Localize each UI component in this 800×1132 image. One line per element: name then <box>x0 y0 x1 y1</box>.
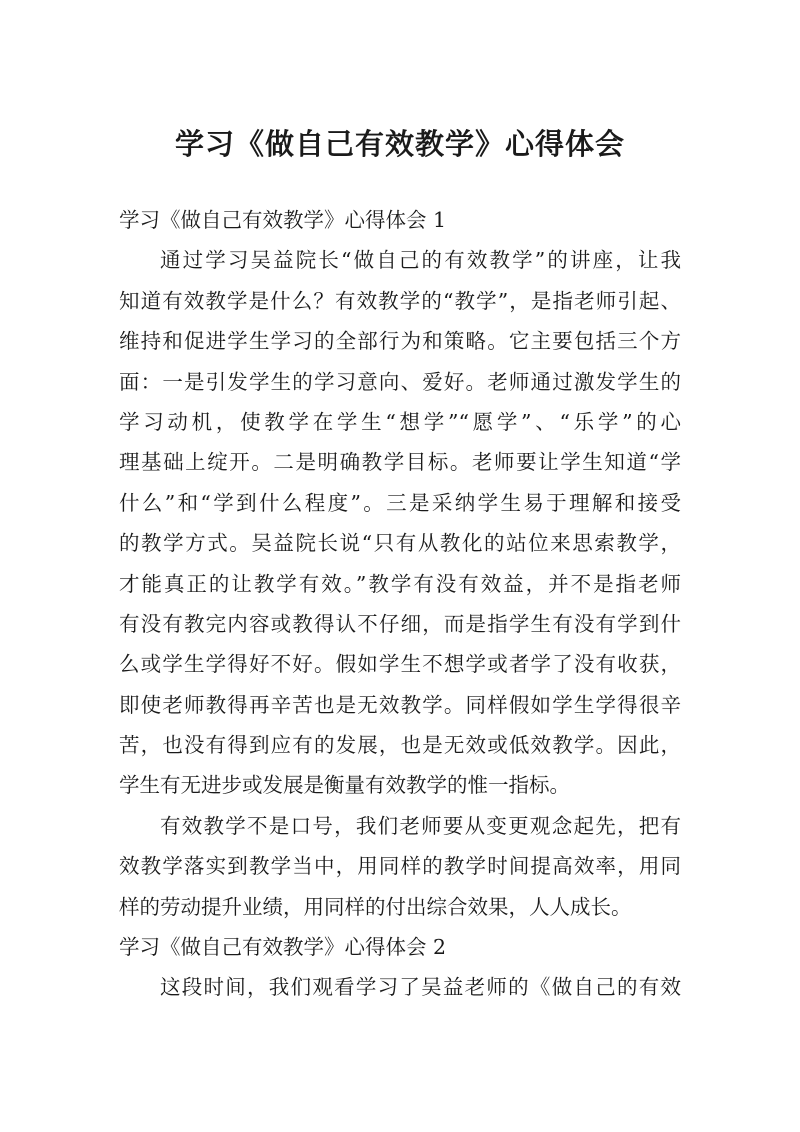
paragraph-line: 的教学方式。吴益院长说“只有从教化的站位来思索教学， <box>119 531 681 556</box>
paragraph-line: 学习动机，使教学在学生“想学”“愿学”、“乐学”的心 <box>119 409 681 434</box>
section-heading: 学习《做自己有效教学》心得体会 2 <box>119 935 447 960</box>
paragraph-line: 知道有效教学是什么？有效教学的“教学”，是指老师引起、 <box>119 288 681 313</box>
paragraph-line: 有效教学不是口号，我们老师要从变更观念起先，把有 <box>160 813 681 838</box>
paragraph-line: 通过学习吴益院长“做自己的有效教学”的讲座，让我 <box>160 248 681 273</box>
paragraph-line: 么或学生学得好不好。假如学生不想学或者学了没有收获， <box>119 652 681 677</box>
paragraph-line: 学生有无进步或发展是衡量有效教学的惟一指标。 <box>119 773 570 798</box>
paragraph-line: 维持和促进学生学习的全部行为和策略。它主要包括三个方 <box>119 329 681 354</box>
paragraph-line: 这段时间，我们观看学习了吴益老师的《做自己的有效 <box>160 975 681 1000</box>
section-heading: 学习《做自己有效教学》心得体会 1 <box>119 208 447 232</box>
paragraph-line: 面：一是引发学生的学习意向、爱好。老师通过激发学生的 <box>119 369 681 394</box>
document-title: 学习《做自己有效教学》心得体会 <box>174 127 625 161</box>
paragraph-line: 即使老师教得再辛苦也是无效教学。同样假如学生学得很辛 <box>119 692 681 717</box>
document-body <box>119 200 681 1008</box>
paragraph-line: 什么”和“学到什么程度”。三是采纳学生易于理解和接受 <box>119 490 681 515</box>
paragraph-line: 样的劳动提升业绩，用同样的付出综合效果，人人成长。 <box>119 894 632 919</box>
paragraph-line: 效教学落实到教学当中，用同样的教学时间提高效率，用同 <box>119 854 681 879</box>
paragraph-line: 理基础上绽开。二是明确教学目标。老师要让学生知道“学 <box>119 450 681 475</box>
paragraph-line: 苦，也没有得到应有的发展，也是无效或低效教学。因此， <box>119 733 681 758</box>
paragraph-line: 才能真正的让教学有效。”教学有没有效益，并不是指老师 <box>119 571 681 596</box>
paragraph-line: 有没有教完内容或教得认不仔细，而是指学生有没有学到什 <box>119 611 681 636</box>
